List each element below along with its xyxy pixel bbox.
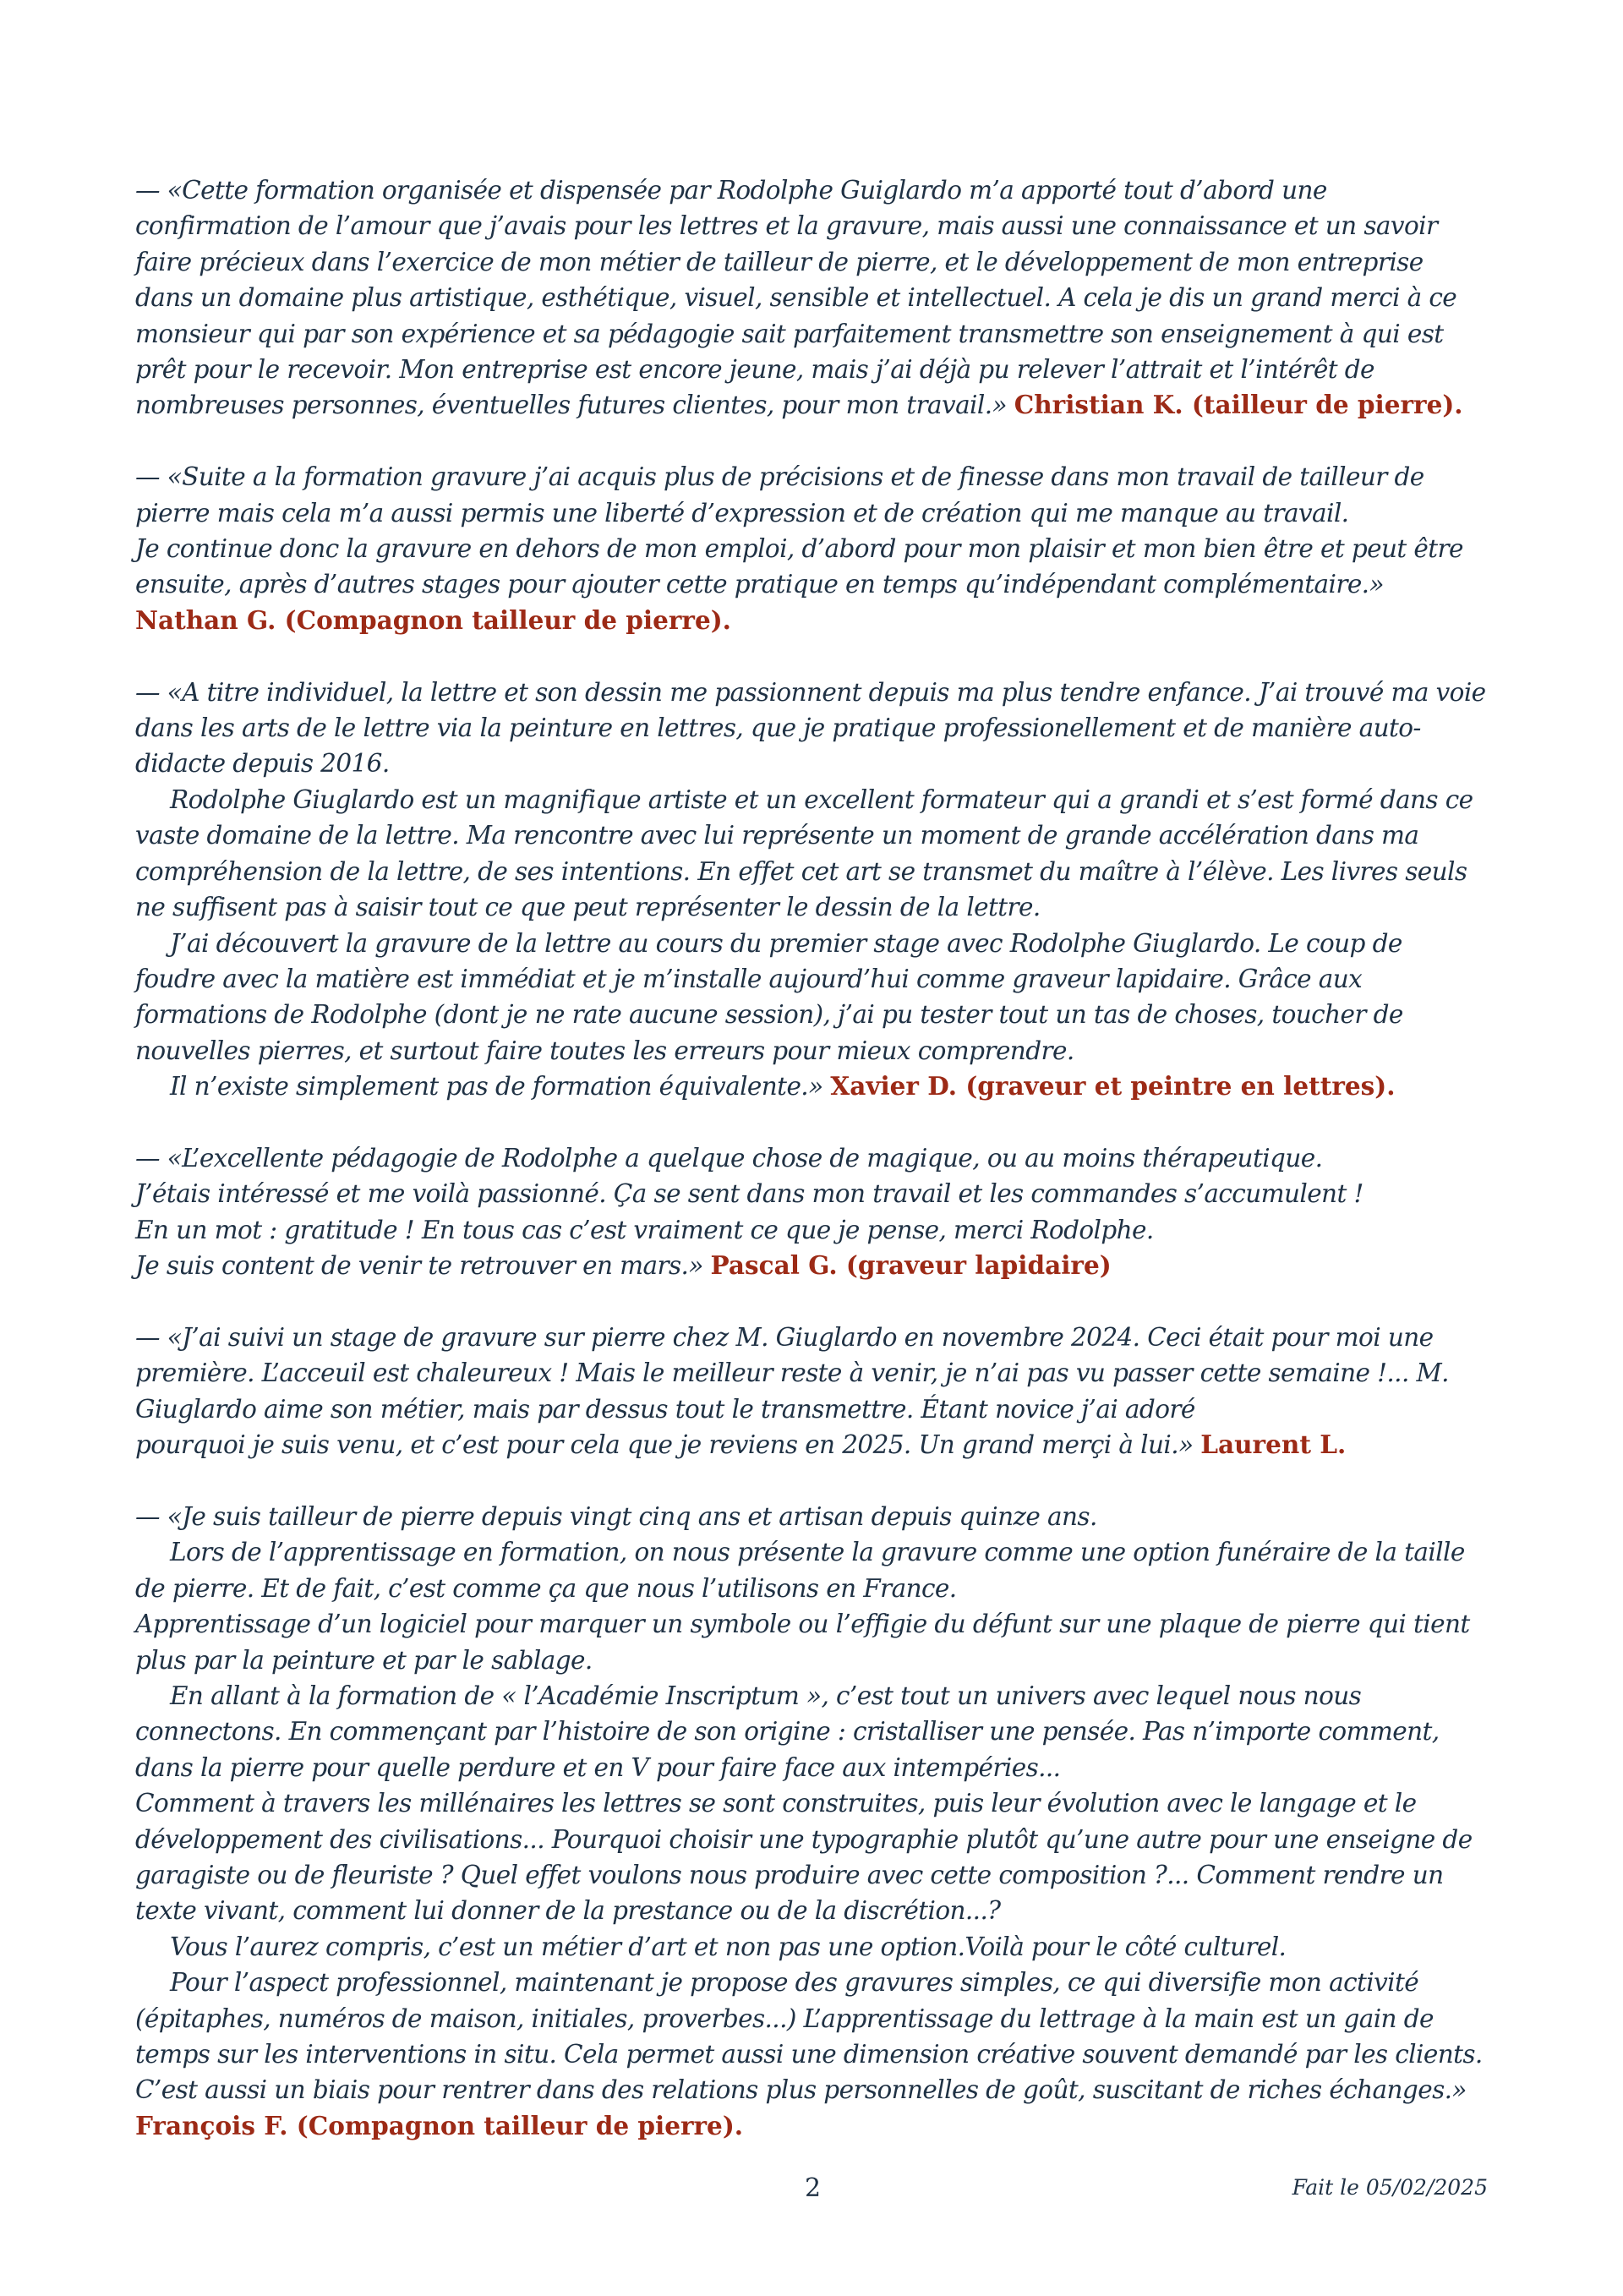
testimonial-text: Je continue donc la gravure en dehors de mon emploi, d’abord pour mon plaisir et mon bien être et peut être ensuite, après d’autres stages pour ajouter cette pratique en temps qu’indépendant complémentaire.» <box>135 534 1463 599</box>
testimonial-text: J’ai découvert la gravure de la lettre au cours du premier stage avec Rodolphe Giuglardo. Le coup de foudre avec la matière est immédiat et je m’installe aujourd’hui comme graveur lapidaire. Grâce aux formations de Rodolphe (dont je ne rate aucune session), j’ai pu tester tout un tas de choses, toucher de nouvelles pierres, et surtout faire toutes les erreurs pour mieux comprendre. <box>135 928 1403 1065</box>
testimonial-paragraph <box>135 1320 1488 1427</box>
testimonial-text: Apprentissage d’un logiciel pour marquer un symbole ou l’effigie du défunt sur une plaque de pierre qui tient plus par la peinture et par le sablage. <box>135 1610 1470 1675</box>
testimonial-xavier <box>135 675 1488 1105</box>
testimonial-paragraph <box>135 1606 1488 1678</box>
testimonial-paragraph <box>135 1534 1488 1606</box>
testimonial-paragraph <box>135 172 1488 424</box>
testimonial-paragraph <box>135 675 1488 782</box>
testimonial-paragraph <box>135 459 1488 531</box>
testimonial-author: Pascal G. (graveur lapidaire) <box>710 1250 1112 1281</box>
testimonial-text: En allant à la formation de « l’Académie Inscriptum », c’est tout un univers avec lequel nous nous connectons. En commençant par l’histoire de son origine : cristalliser une pensée. Pas n’importe comment, dans la pierre pour quelle perdure et en V pour faire face aux intempéries... <box>135 1681 1440 1782</box>
testimonial-text: Comment à travers les millénaires les lettres se sont construites, puis leur évolution avec le langage et le développement des civilisations... Pourquoi choisir une typographie plutôt qu’une autre pour une enseigne de garagiste ou de fleuriste ? Quel effet voulons nous produire avec cette composition ?... Comment rendre un texte vivant, comment lui donner de la prestance ou de la discrétion...? <box>135 1789 1473 1926</box>
testimonial-text: Lors de l’apprentissage en formation, on nous présente la gravure comme une option funéraire de la taille de pierre. Et de fait, c’est comme ça que nous l’utilisons en France. <box>135 1538 1465 1603</box>
testimonial-paragraph <box>135 926 1488 1069</box>
testimonial-author: Nathan G. (Compagnon tailleur de pierre). <box>135 604 731 635</box>
testimonial-text: — «L’excellente pédagogie de Rodolphe a quelque chose de magique, ou au moins thérapeutique. <box>135 1143 1323 1173</box>
testimonial-text: J’étais intéressé et me voilà passionné. Ça se sent dans mon travail et les commandes s’accumulent ! <box>135 1179 1363 1209</box>
testimonial-paragraph <box>135 1140 1488 1176</box>
testimonial-christian <box>135 172 1488 424</box>
testimonial-text: — «Je suis tailleur de pierre depuis vingt cinq ans et artisan depuis quinze ans. <box>135 1501 1097 1531</box>
testimonial-text: Vous l’aurez compris, c’est un métier d’art et non pas une option.Voilà pour le côté culturel. <box>170 1932 1287 1961</box>
testimonials-page <box>135 172 1488 2180</box>
testimonial-paragraph <box>135 1212 1488 1248</box>
testimonial-text: — «A titre individuel, la lettre et son dessin me passionnent depuis ma plus tendre enfance. J’ai trouvé ma voie dans les arts de le lettre via la peinture en lettres, que je pratique professionellement et de manière auto-didacte depuis 2016. <box>135 677 1486 779</box>
testimonial-francois <box>135 1499 1488 2144</box>
testimonial-paragraph <box>135 531 1488 638</box>
testimonial-text: pourquoi je suis venu, et c’est pour cela que je reviens en 2025. Un grand merçi à lui.» <box>135 1430 1201 1460</box>
testimonial-author: Laurent L. <box>1200 1430 1347 1460</box>
testimonial-text: — «Suite a la formation gravure j’ai acquis plus de précisions et de finesse dans mon travail de tailleur de pierre mais cela m’a aussi permis une liberté d’expression et de création qui me manque au travail. <box>135 462 1424 528</box>
testimonial-pascal <box>135 1140 1488 1284</box>
document-date: Fait le 05/02/2025 <box>1292 2175 1488 2200</box>
testimonial-author: Christian K. (tailleur de pierre). <box>1014 390 1463 420</box>
testimonial-paragraph <box>135 1499 1488 1534</box>
testimonial-paragraph <box>135 1248 1488 1283</box>
testimonial-paragraph <box>135 1785 1488 1929</box>
testimonial-author: Xavier D. (graveur et peintre en lettres). <box>830 1071 1396 1102</box>
testimonial-paragraph <box>135 1965 1488 2144</box>
page-number: 2 <box>805 2173 822 2203</box>
testimonial-text: Pour l’aspect professionnel, maintenant je propose des gravures simples, ce qui diversifie mon activité (épitaphes, numéros de maison, initiales, proverbes...) L’apprentissage du lettrage à la main est un gain de temps sur les interventions in situ. Cela permet aussi une dimension créative souvent demandé par les clients. C’est aussi un biais pour rentrer dans des relations plus personnelles de goût, suscitant de riches échanges.» <box>135 1968 1483 2105</box>
testimonial-paragraph <box>135 1929 1488 1965</box>
testimonial-paragraph <box>135 1427 1488 1462</box>
testimonial-paragraph <box>135 1678 1488 1785</box>
testimonial-paragraph <box>135 1176 1488 1211</box>
testimonial-paragraph <box>135 782 1488 926</box>
testimonial-text: — «Cette formation organisée et dispensée par Rodolphe Guiglardo m’a apporté tout d’abord une confirmation de l’amour que j’avais pour les lettres et la gravure, mais aussi une connaissance et un savoir faire précieux dans l’exercice de mon métier de tailleur de pierre, et le développement de mon entreprise dans un domaine plus artistique, esthétique, visuel, sensible et intellectuel. A cela je dis un grand merci à ce monsieur qui par son expérience et sa pédagogie sait parfaitement transmettre son enseignement à qui est prêt pour le recevoir. Mon entreprise est encore jeune, mais j’ai déjà pu relever l’attrait et l’intérêt de nombreuses personnes, éventuelles futures clientes, pour mon travail.» <box>135 176 1457 420</box>
testimonial-paragraph <box>135 1069 1488 1104</box>
testimonial-text: — «J’ai suivi un stage de gravure sur pierre chez M. Giuglardo en novembre 2024. Ceci était pour moi une première. L’acceuil est chaleureux ! Mais le meilleur reste à venir, je n’ai pas vu passer cette semaine !... M. Giuglardo aime son métier, mais par dessus tout le transmettre. Étant novice j’ai adoré <box>135 1322 1449 1424</box>
testimonial-laurent <box>135 1320 1488 1463</box>
testimonial-text: Je suis content de venir te retrouver en mars.» <box>135 1251 711 1281</box>
testimonial-text: Rodolphe Giuglardo est un magnifique artiste et un excellent formateur qui a grandi et s’est formé dans ce vaste domaine de la lettre. Ma rencontre avec lui représente un moment de grande accélération dans ma compréhension de la lettre, de ses intentions. En effet cet art se transmet du maître à l’élève. Les livres seuls ne suffisent pas à saisir tout ce que peut représenter le dessin de la lettre. <box>135 784 1473 922</box>
testimonial-nathan <box>135 459 1488 638</box>
testimonial-author: François F. (Compagnon tailleur de pierre). <box>135 2110 744 2140</box>
testimonial-text: Il n’existe simplement pas de formation équivalente.» <box>170 1072 831 1102</box>
testimonial-text: En un mot : gratitude ! En tous cas c’est vraiment ce que je pense, merci Rodolphe. <box>135 1215 1154 1244</box>
